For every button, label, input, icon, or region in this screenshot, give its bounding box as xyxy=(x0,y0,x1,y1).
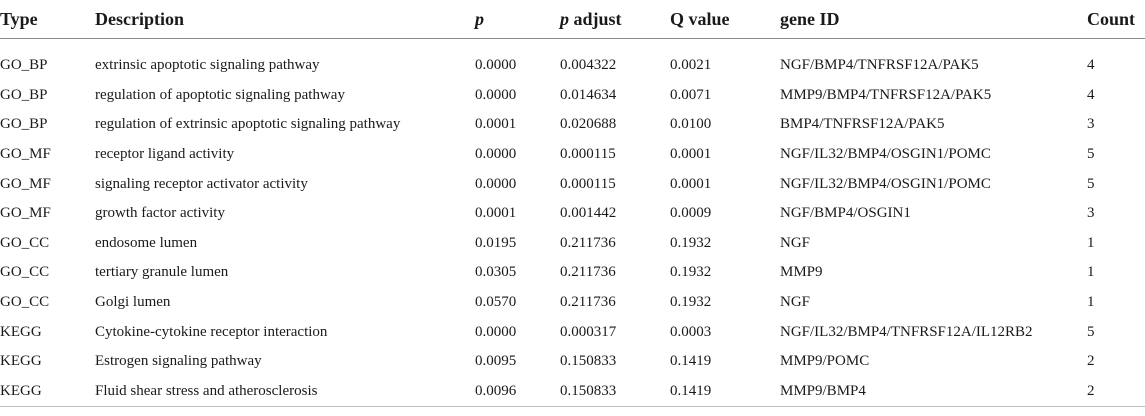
header-count: Count xyxy=(1087,0,1145,39)
cell-p: 0.0000 xyxy=(475,86,517,103)
cell-gene-id: BMP4/TNFRSF12A/PAK5 xyxy=(780,116,945,133)
cell-description: signaling receptor activator activity xyxy=(95,175,308,192)
table-row xyxy=(0,140,1145,170)
header-row xyxy=(0,0,1145,39)
table-body xyxy=(0,39,1145,407)
cell-q-value: 0.1932 xyxy=(670,234,712,251)
cell-description: regulation of extrinsic apoptotic signaling pathway xyxy=(95,116,401,133)
table-header xyxy=(0,0,1145,39)
cell-p-adjust: 0.150833 xyxy=(560,353,617,370)
cell-p: 0.0195 xyxy=(475,234,517,251)
cell-gene-id: NGF/IL32/BMP4/TNFRSF12A/IL12RB2 xyxy=(780,323,1033,340)
cell-count: 1 xyxy=(1087,294,1095,311)
cell-p-adjust: 0.150833 xyxy=(560,377,670,407)
header-q-value: Q value xyxy=(670,0,780,39)
table-row xyxy=(0,110,1145,140)
cell-p: 0.0570 xyxy=(475,294,517,311)
header-p: p xyxy=(475,0,560,39)
cell-q-value: 0.1932 xyxy=(670,264,712,281)
cell-type: GO_MF xyxy=(0,205,51,222)
cell-description: regulation of apoptotic signaling pathway xyxy=(95,86,345,103)
cell-count: 5 xyxy=(1087,323,1095,340)
cell-type: GO_BP xyxy=(0,57,48,74)
cell-q-value: 0.1932 xyxy=(670,294,712,311)
cell-p: 0.0096 xyxy=(475,377,560,407)
cell-p: 0.0000 xyxy=(475,146,517,163)
cell-count: 1 xyxy=(1087,234,1095,251)
cell-p-adjust: 0.014634 xyxy=(560,86,617,103)
cell-type: GO_BP xyxy=(0,116,48,133)
cell-count: 5 xyxy=(1087,146,1095,163)
header-p-adjust-p: p xyxy=(560,8,569,29)
header-type: Type xyxy=(0,0,95,39)
cell-description: Fluid shear stress and atherosclerosis xyxy=(95,377,475,407)
cell-p-adjust: 0.000115 xyxy=(560,175,616,192)
cell-count: 4 xyxy=(1087,57,1095,74)
cell-count: 2 xyxy=(1087,377,1145,407)
cell-count: 3 xyxy=(1087,205,1095,222)
cell-description: tertiary granule lumen xyxy=(95,264,229,281)
cell-description: growth factor activity xyxy=(95,205,225,222)
cell-p-adjust: 0.004322 xyxy=(560,57,617,74)
cell-p: 0.0000 xyxy=(475,57,517,74)
cell-p-adjust: 0.211736 xyxy=(560,234,616,251)
cell-count: 2 xyxy=(1087,353,1095,370)
cell-description: Cytokine-cytokine receptor interaction xyxy=(95,323,328,340)
cell-count: 4 xyxy=(1087,86,1095,103)
cell-gene-id: NGF/IL32/BMP4/OSGIN1/POMC xyxy=(780,146,991,163)
cell-p-adjust: 0.000115 xyxy=(560,146,616,163)
cell-type: KEGG xyxy=(0,377,95,407)
cell-q-value: 0.0021 xyxy=(670,57,712,74)
cell-description: extrinsic apoptotic signaling pathway xyxy=(95,57,320,74)
table-row xyxy=(0,288,1145,318)
cell-p-adjust: 0.000317 xyxy=(560,323,617,340)
cell-p-adjust: 0.211736 xyxy=(560,264,616,281)
cell-count: 1 xyxy=(1087,264,1095,281)
table-row xyxy=(0,199,1145,229)
cell-p-adjust: 0.020688 xyxy=(560,116,617,133)
cell-gene-id: NGF xyxy=(780,294,811,311)
table-row xyxy=(0,169,1145,199)
cell-type: KEGG xyxy=(0,323,42,340)
table-row xyxy=(0,39,1145,81)
cell-p: 0.0095 xyxy=(475,353,517,370)
cell-q-value: 0.0071 xyxy=(670,86,712,103)
cell-type: GO_CC xyxy=(0,264,50,281)
cell-type: GO_BP xyxy=(0,86,48,103)
cell-type: GO_MF xyxy=(0,175,51,192)
cell-gene-id: MMP9 xyxy=(780,264,823,281)
cell-gene-id: MMP9/BMP4/TNFRSF12A/PAK5 xyxy=(780,86,992,103)
cell-type: GO_CC xyxy=(0,234,50,251)
cell-q-value: 0.0009 xyxy=(670,205,712,222)
cell-count: 5 xyxy=(1087,175,1095,192)
cell-p: 0.0000 xyxy=(475,323,517,340)
cell-type: GO_MF xyxy=(0,146,51,163)
cell-description: receptor ligand activity xyxy=(95,146,235,163)
cell-type: GO_CC xyxy=(0,294,50,311)
cell-gene-id: NGF/BMP4/TNFRSF12A/PAK5 xyxy=(780,57,979,74)
cell-gene-id: NGF/BMP4/OSGIN1 xyxy=(780,205,911,222)
cell-gene-id: MMP9/POMC xyxy=(780,353,870,370)
table-row xyxy=(0,347,1145,377)
cell-q-value: 0.0001 xyxy=(670,175,712,192)
table-row xyxy=(0,81,1145,111)
header-p-adjust-rest: adjust xyxy=(569,8,622,29)
cell-type: KEGG xyxy=(0,353,42,370)
cell-q-value: 0.0001 xyxy=(670,146,712,163)
cell-p-adjust: 0.211736 xyxy=(560,294,616,311)
table-row xyxy=(0,377,1145,407)
cell-q-value: 0.1419 xyxy=(670,353,712,370)
header-p-adjust xyxy=(560,0,670,39)
cell-gene-id: MMP9/BMP4 xyxy=(780,377,1087,407)
cell-count: 3 xyxy=(1087,116,1095,133)
cell-p-adjust: 0.001442 xyxy=(560,205,617,222)
cell-description: Golgi lumen xyxy=(95,294,171,311)
cell-q-value: 0.0100 xyxy=(670,116,712,133)
header-description: Description xyxy=(95,0,475,39)
cell-description: endosome lumen xyxy=(95,234,198,251)
cell-p: 0.0305 xyxy=(475,264,517,281)
cell-gene-id: NGF/IL32/BMP4/OSGIN1/POMC xyxy=(780,175,991,192)
cell-description: Estrogen signaling pathway xyxy=(95,353,262,370)
cell-gene-id: NGF xyxy=(780,234,811,251)
cell-q-value: 0.1419 xyxy=(670,377,780,407)
table-row xyxy=(0,317,1145,347)
cell-p: 0.0000 xyxy=(475,175,517,192)
cell-p: 0.0001 xyxy=(475,205,517,222)
table-row xyxy=(0,258,1145,288)
cell-q-value: 0.0003 xyxy=(670,323,712,340)
cell-p: 0.0001 xyxy=(475,116,517,133)
table-row xyxy=(0,229,1145,259)
header-gene-id: gene ID xyxy=(780,0,1087,39)
